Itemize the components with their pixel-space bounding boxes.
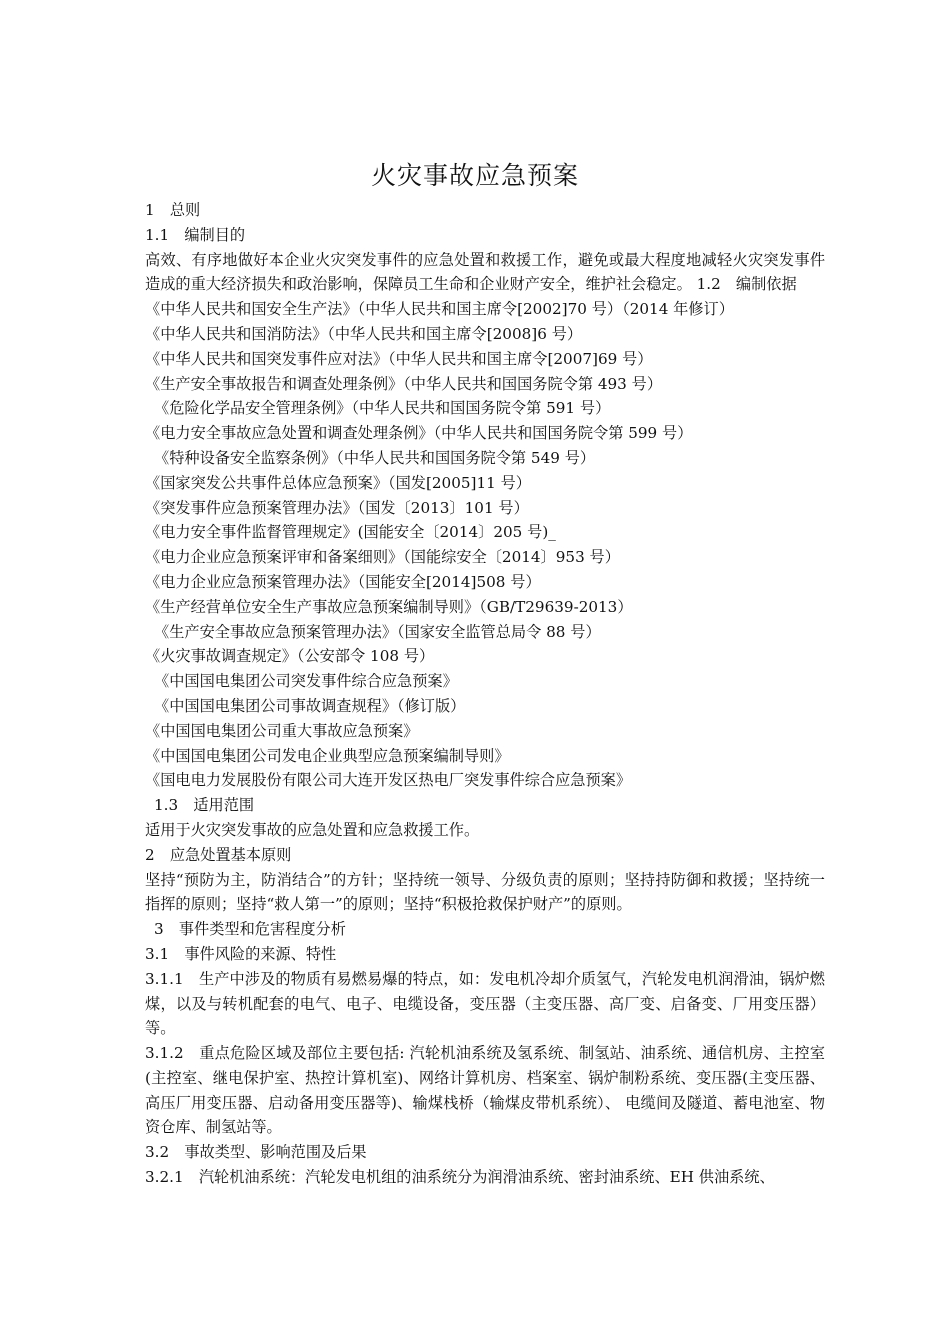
heading-scope: 1.3 适用范围 [154,796,255,815]
basis-item: 《中国国电集团公司事故调查规程》（修订版） [154,696,466,715]
scope-text: 适用于火灾突发事故的应急处置和应急救援工作。 [145,820,480,839]
basis-item: 《中国国电集团公司突发事件综合应急预案》 [154,672,458,691]
basis-item: 《电力企业应急预案评审和备案细则》（国能综安全〔2014〕953 号） [145,548,620,567]
basis-item: 《特种设备安全监察条例》（中华人民共和国国务院令第 549 号） [154,448,596,467]
principles-paragraph: 坚持“预防为主，防消结合”的方针；坚持统一领导、分级负责的原则；坚持持防御和救援；坚持统一指挥的原则；坚持“救人第一”的原则；坚持“积极抢救保护财产”的原则。 [145,870,825,914]
heading-event-types: 3 事件类型和危害程度分析 [154,920,346,939]
paragraph-3-1-1: 3.1.1 生产中涉及的物质有易燃易爆的特点，如：发电机冷却介质氢气，汽轮发电机润滑油，锅炉燃煤，以及与转机配套的电气、电子、电缆设备，变压器（主变压器、高厂变、启备变、厂用变压器）等。 [145,969,825,1038]
purpose-paragraph: 高效、有序地做好本企业火灾突发事件的应急处置和救援工作，避免或最大程度地减轻火灾突发事件造成的重大经济损失和政治影响，保障员工生命和企业财产安全，维护社会稳定。 1.2 编制依据 [145,250,825,294]
basis-item: 《生产安全事故应急预案管理办法》（国家安全监管总局令 88 号） [154,622,601,641]
basis-item: 《中华人民共和国突发事件应对法》（中华人民共和国主席令[2007]69 号） [145,349,653,368]
paragraph-3-2-1: 3.2.1 汽轮机油系统：汽轮发电机组的油系统分为润滑油系统、密封油系统、EH 供油系统、 [145,1168,775,1187]
document-body [145,198,825,1190]
heading-accident-types: 3.2 事故类型、影响范围及后果 [145,1143,367,1162]
basis-item: 《电力企业应急预案管理办法》（国能安全[2014]508 号） [145,572,541,591]
heading-purpose: 1.1 编制目的 [145,225,246,244]
basis-item: 《国家突发公共事件总体应急预案》（国发[2005]11 号） [145,473,531,492]
document-title: 火灾事故应急预案 [370,161,579,190]
basis-item: 《生产经营单位安全生产事故应急预案编制导则》（GB/T29639-2013） [145,597,633,616]
basis-item: 《中国国电集团公司发电企业典型应急预案编制导则》 [145,746,510,765]
paragraph-3-1-2: 3.1.2 重点危险区域及部位主要包括: 汽轮机油系统及氢系统、制氢站、油系统、通信机房、主控室(主控室、继电保护室、热控计算机室)、网络计算机房、档案室、锅炉制粉系统、变压器(主变压器、高压厂用变压器、启动备用变压器等)、输煤栈桥（输煤皮带机系统）、 电缆间及隧道、蓄电池室、物资仓库、制氢站等。 [145,1044,825,1137]
basis-item: 《电力安全事件监督管理规定》(国能安全〔2014〕205 号)_ [145,523,556,542]
basis-item: 《突发事件应急预案管理办法》（国发〔2013〕101 号） [145,498,529,517]
basis-item: 《中国国电集团公司重大事故应急预案》 [145,721,419,740]
heading-principles: 2 应急处置基本原则 [145,845,292,864]
basis-item: 《国电电力发展股份有限公司大连开发区热电厂突发事件综合应急预案》 [145,771,631,790]
basis-item: 《中华人民共和国消防法》（中华人民共和国主席令[2008]6 号） [145,324,583,343]
heading-general: 1 总则 [145,201,201,219]
basis-item: 《危险化学品安全管理条例》（中华人民共和国国务院令第 591 号） [154,399,611,418]
basis-item: 《中华人民共和国安全生产法》（中华人民共和国主席令[2002]70 号）（2014 年修订） [145,300,734,319]
basis-item: 《火灾事故调查规定》（公安部令 108 号） [145,647,435,666]
heading-risk-sources: 3.1 事件风险的来源、特性 [145,944,337,963]
basis-item: 《电力安全事故应急处置和调查处理条例》（中华人民共和国国务院令第 599 号） [145,424,693,443]
basis-item: 《生产安全事故报告和调查处理条例》（中华人民共和国国务院令第 493 号） [145,374,663,393]
